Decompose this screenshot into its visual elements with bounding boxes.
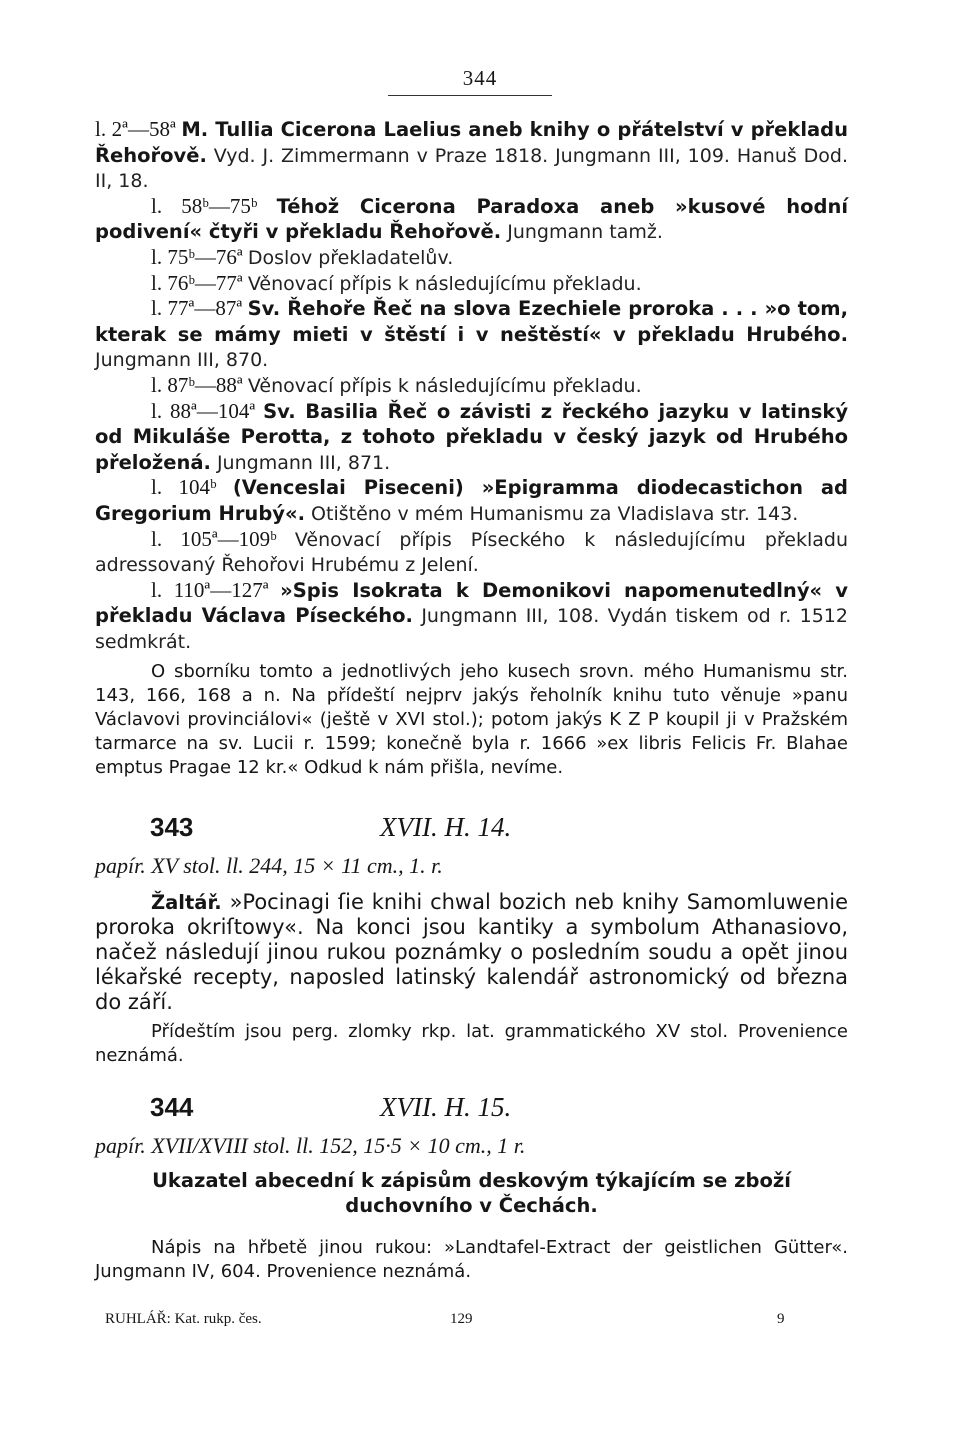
entry-344-description bbox=[95, 1168, 848, 1218]
content-item: l. 75ᵇ—76ª Doslov překladatelův. bbox=[151, 244, 454, 269]
entry-343-note: Přídeštím jsou perg. zlomky rkp. lat. grammatického XV stol. Provenience neznámá. bbox=[95, 1021, 848, 1066]
entry-344-physical-description: papír. XVII/XVIII stol. ll. 152, 15·5 × 10 cm., 1 r. bbox=[95, 1133, 526, 1158]
entry-342-note: O sborníku tomto a jednotlivých jeho kusech srovn. mého Humanismu str. 143, 166, 168 a n. Na přídeští nejprv jakýs řeholník knihu tuto věnuje »panu Václavovi provinciálovi« (ještě v XVI stol.); potom jakýs K Z P koupil ji v Pražském tarmarce na sv. Lucii r. 1599; konečně byla r. 1666 »ex libris Felicis Fr. Blahae emptus Pragae 12 kr.« Odkud k nám přišla, nevíme. bbox=[95, 661, 848, 778]
footer-signature: RUHLÁŘ: Kat. rukp. čes. bbox=[105, 1311, 262, 1327]
entry-title: Ukazatel abecední k zápisům deskovým týkajícím se zboží duchovního v Čechách. bbox=[152, 1169, 791, 1217]
entry-343-heading bbox=[150, 812, 511, 843]
entry-342-contents bbox=[95, 117, 848, 654]
content-item: l. 110ª—127ª »Spis Isokrata k Demonikovi napomenutedlný« v překladu Václava Píseckého. Jungmann III, 108. Vydán tiskem od r. 1512 sedmkrát. bbox=[95, 577, 848, 653]
entry-number: 343 bbox=[150, 812, 194, 842]
content-item: l. 105ª—109ᵇ Věnovací přípis Píseckého k následujícímu překladu adressovaný Řehořovi Hrubému z Jelení. bbox=[95, 526, 849, 577]
entry-344-note: Nápis na hřbetě jinou rukou: »Landtafel-Extract der geistlichen Gütter«. Jungmann IV, 604. Provenience neznámá. bbox=[95, 1237, 848, 1282]
content-item: l. 77ª—87ª Sv. Řehoře Řeč na slova Ezechiele proroka . . . »o tom, kterak se mámy mieti v štěstí i v neštěstí« v překladu Hrubého. Jungmann III, 870. bbox=[95, 296, 849, 372]
entry-number: 344 bbox=[150, 1092, 194, 1122]
shelf-mark: XVII. H. 14. bbox=[380, 812, 512, 842]
entry-344-heading bbox=[150, 1092, 511, 1123]
content-item: l. 58ᵇ—75ᵇ Téhož Cicerona Paradoxa aneb »kusové hodní podivení« čtyři v překladu Řehořově. Jungmann tamž. bbox=[95, 193, 849, 244]
entry-343-physical-description: papír. XV stol. ll. 244, 15 × 11 cm., 1. r. bbox=[95, 853, 443, 878]
footer-gathering: 9 bbox=[777, 1311, 785, 1327]
content-item: l. 104ᵇ (Venceslai Piseceni) »Epigramma diodecastichon ad Gregorium Hrubý«. Otištěno v mém Humanismu za Vladislava str. 143. bbox=[95, 475, 849, 525]
content-item: l. 2ª—58ª M. Tullia Cicerona Laelius aneb knihy o přátelství v překladu Řehořově. Vyd. J. Zimmermann v Praze 1818. Jungmann III, 109. Hanuš Dod. II, 18. bbox=[95, 117, 849, 193]
shelf-mark: XVII. H. 15. bbox=[380, 1092, 512, 1122]
entry-title: Žaltář. bbox=[151, 891, 222, 914]
entry-343-description: Žaltář. »Pocinagi ſie knihi chwal bozich neb knihy Samomluwenie proroka okriſtowy«. Na konci jsou kantiky a symbolum Athanasiovo, načež následují jinou rukou poznámky o posledním soudu a opět jinou lékařské recepty, naposled latinský kalendář astronomický od března do září. bbox=[95, 890, 848, 1014]
content-item: l. 76ᵇ—77ª Věnovací přípis k následujícímu překladu. bbox=[151, 270, 642, 295]
page-number: 344 bbox=[462, 66, 498, 90]
content-item: l. 87ᵇ—88ª Věnovací přípis k následujícímu překladu. bbox=[151, 372, 642, 397]
header-rule bbox=[388, 95, 552, 96]
footer-sheet-number: 129 bbox=[450, 1311, 473, 1327]
content-item: l. 88ª—104ª Sv. Basilia Řeč o závisti z řeckého jazyku v latinský od Mikuláše Perotta, z tohoto překladu v český jazyk od Hrubého přeložená. Jungmann III, 871. bbox=[95, 398, 849, 474]
